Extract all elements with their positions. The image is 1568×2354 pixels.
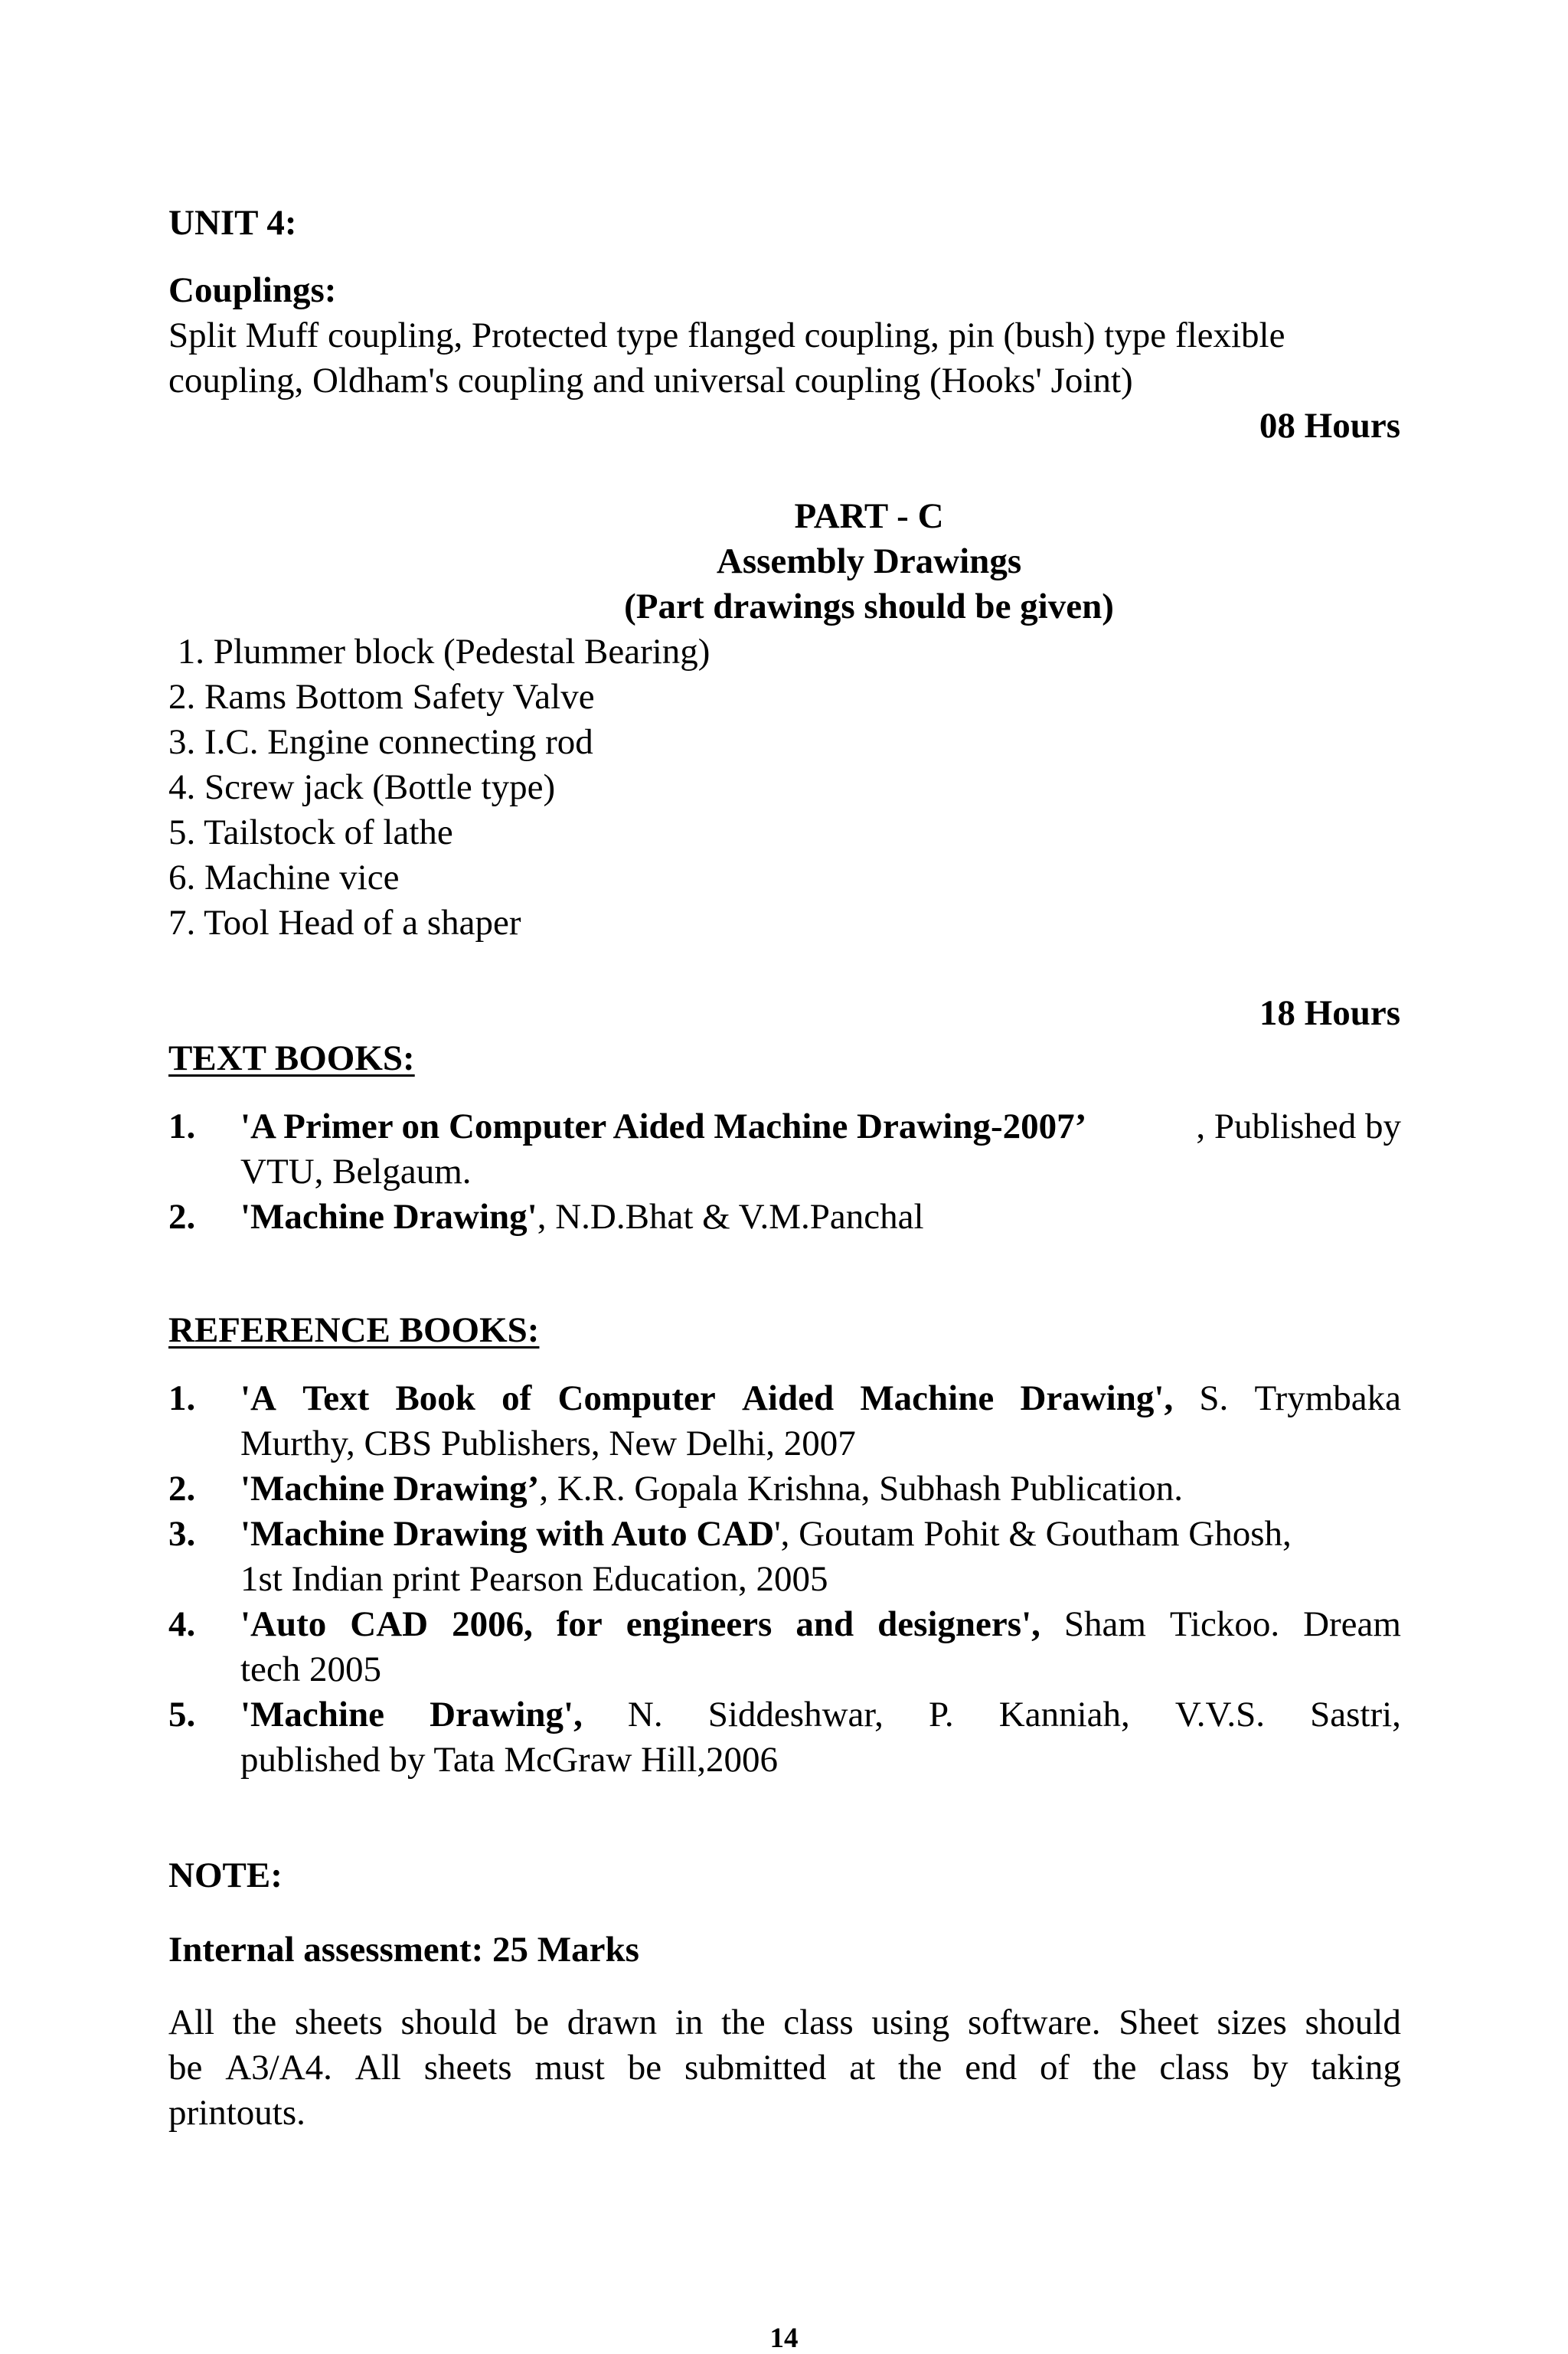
text-books-heading: TEXT BOOKS:	[168, 1038, 415, 1078]
word: at	[849, 2048, 876, 2088]
item-text	[240, 1602, 1401, 1692]
justified-words	[240, 1692, 1401, 1738]
assembly-item: 2. Rams Bottom Safety Valve	[168, 677, 595, 717]
item-number: 1.	[168, 1107, 196, 1146]
book-details: , K.R. Gopala Krishna, Subhash Publication.	[539, 1469, 1184, 1509]
item-text	[240, 1692, 1401, 1783]
paragraph-line	[168, 2000, 1401, 2045]
item-number: 2.	[168, 1469, 196, 1509]
item-number: 1.	[168, 1378, 196, 1418]
book-details-line-2: VTU, Belgaum.	[240, 1152, 472, 1192]
word: Aided	[741, 1378, 835, 1418]
assembly-item: 1. Plummer block (Pedestal Bearing)	[168, 632, 710, 672]
word: be	[627, 2048, 662, 2088]
word: must	[534, 2048, 605, 2088]
word: Dream	[1303, 1604, 1401, 1644]
word: submitted	[684, 2048, 827, 2088]
word: the	[232, 2003, 277, 2042]
word: sheets	[423, 2048, 512, 2088]
book-title: 'Machine Drawing’	[240, 1469, 540, 1509]
word: be	[168, 2048, 203, 2088]
item-text	[240, 1376, 1401, 1466]
book-details: , N.D.Bhat & V.M.Panchal	[537, 1197, 924, 1237]
word: and	[795, 1604, 854, 1644]
word: Computer	[557, 1378, 716, 1418]
word: should	[400, 2003, 497, 2042]
couplings-body-line-1: Split Muff coupling, Protected type flanged coupling, pin (bush) type flexible	[168, 316, 1285, 355]
item-number: 5.	[168, 1695, 196, 1734]
assembly-item: 3. I.C. Engine connecting rod	[168, 722, 593, 762]
word: S.	[1199, 1378, 1229, 1418]
word: the	[721, 2003, 766, 2042]
unit-heading: UNIT 4:	[168, 203, 297, 243]
book-details-line-2: Murthy, CBS Publishers, New Delhi, 2007	[240, 1424, 856, 1463]
word: designers',	[877, 1604, 1040, 1644]
word: N.	[627, 1695, 663, 1734]
word: 'Auto	[240, 1604, 327, 1644]
reference-book-item	[168, 1692, 1401, 1783]
paragraph-last-line: printouts.	[168, 2093, 305, 2133]
word: the	[898, 2048, 942, 2088]
word: V.V.S.	[1174, 1695, 1265, 1734]
word: sizes	[1217, 2003, 1287, 2042]
item-text	[240, 1104, 1401, 1195]
word: software.	[967, 2003, 1101, 2042]
word: Sheet	[1119, 2003, 1199, 2042]
paragraph-line	[168, 2045, 1401, 2091]
book-details-line-2: tech 2005	[240, 1649, 382, 1689]
book-title: 'Machine Drawing with Auto CAD	[240, 1514, 775, 1554]
word: the	[1093, 2048, 1137, 2088]
word: Tickoo.	[1169, 1604, 1280, 1644]
justified-words	[240, 1376, 1401, 1421]
word: Drawing',	[430, 1695, 583, 1734]
word: class	[1159, 2048, 1230, 2088]
word: end	[965, 2048, 1018, 2088]
reference-book-item	[168, 1466, 1401, 1512]
word: A3/A4.	[225, 2048, 332, 2088]
word: for	[556, 1604, 603, 1644]
reference-books-heading: REFERENCE BOOKS:	[168, 1310, 540, 1350]
word: Book	[395, 1378, 475, 1418]
assembly-item: 7. Tool Head of a shaper	[168, 903, 521, 943]
book-details: ', Goutam Pohit & Goutham Ghosh,	[774, 1514, 1292, 1554]
part-c-note: (Part drawings should be given)	[624, 587, 1114, 626]
word: taking	[1311, 2048, 1401, 2088]
word: 'Machine	[240, 1695, 384, 1734]
part-c-title: PART - C	[794, 496, 944, 536]
justified-words	[240, 1602, 1401, 1647]
reference-book-item	[168, 1376, 1401, 1466]
word: of	[1040, 2048, 1070, 2088]
book-details: , Published by	[1196, 1107, 1401, 1146]
word: Machine	[860, 1378, 995, 1418]
couplings-body-line-2: coupling, Oldham's coupling and universal coupling (Hooks' Joint)	[168, 361, 1133, 401]
book-details-line-2: 1st Indian print Pearson Education, 2005	[240, 1559, 828, 1599]
text-book-item	[168, 1104, 1401, 1195]
assembly-item: 4. Screw jack (Bottle type)	[168, 767, 556, 807]
word: in	[675, 2003, 704, 2042]
assembly-item: 5. Tailstock of lathe	[168, 812, 453, 852]
couplings-heading: Couplings:	[168, 270, 337, 310]
reference-book-item	[168, 1512, 1401, 1602]
word: P.	[928, 1695, 954, 1734]
part-c-hours: 18 Hours	[1259, 993, 1400, 1033]
reference-book-item	[168, 1602, 1401, 1692]
book-details-line-2: published by Tata McGraw Hill,2006	[240, 1740, 779, 1780]
word: Sham	[1063, 1604, 1146, 1644]
word: drawn	[567, 2003, 658, 2042]
word: using	[871, 2003, 950, 2042]
word: All	[354, 2048, 401, 2088]
word: engineers	[626, 1604, 773, 1644]
item-text	[240, 1195, 1401, 1240]
item-text	[240, 1466, 1401, 1512]
unit-hours: 08 Hours	[1259, 406, 1400, 446]
word: Sastri,	[1310, 1695, 1401, 1734]
note-paragraph	[168, 2000, 1401, 2136]
text-book-item	[168, 1195, 1401, 1240]
word: Kanniah,	[998, 1695, 1130, 1734]
book-title: 'A Primer on Computer Aided Machine Drawing-2007’	[240, 1107, 1087, 1146]
assessment-line: Internal assessment: 25 Marks	[168, 1930, 639, 1970]
word: CAD	[350, 1604, 429, 1644]
item-number: 2.	[168, 1197, 196, 1237]
word: 2006,	[452, 1604, 533, 1644]
item-number: 4.	[168, 1604, 196, 1644]
word: Drawing',	[1020, 1378, 1174, 1418]
part-c-subtitle: Assembly Drawings	[716, 541, 1022, 581]
note-heading: NOTE:	[168, 1855, 283, 1895]
word: sheets	[294, 2003, 383, 2042]
word: Trymbaka	[1254, 1378, 1401, 1418]
word: by	[1252, 2048, 1289, 2088]
word: Siddeshwar,	[707, 1695, 884, 1734]
assembly-item: 6. Machine vice	[168, 858, 400, 897]
word: should	[1305, 2003, 1401, 2042]
word: Text	[302, 1378, 370, 1418]
word: class	[783, 2003, 854, 2042]
word: be	[514, 2003, 549, 2042]
page-number: 14	[769, 2323, 799, 2354]
word: 'A	[240, 1378, 276, 1418]
word: All	[168, 2003, 215, 2042]
book-title: 'Machine Drawing'	[240, 1197, 537, 1237]
item-text	[240, 1512, 1401, 1602]
item-number: 3.	[168, 1514, 196, 1554]
word: of	[501, 1378, 532, 1418]
